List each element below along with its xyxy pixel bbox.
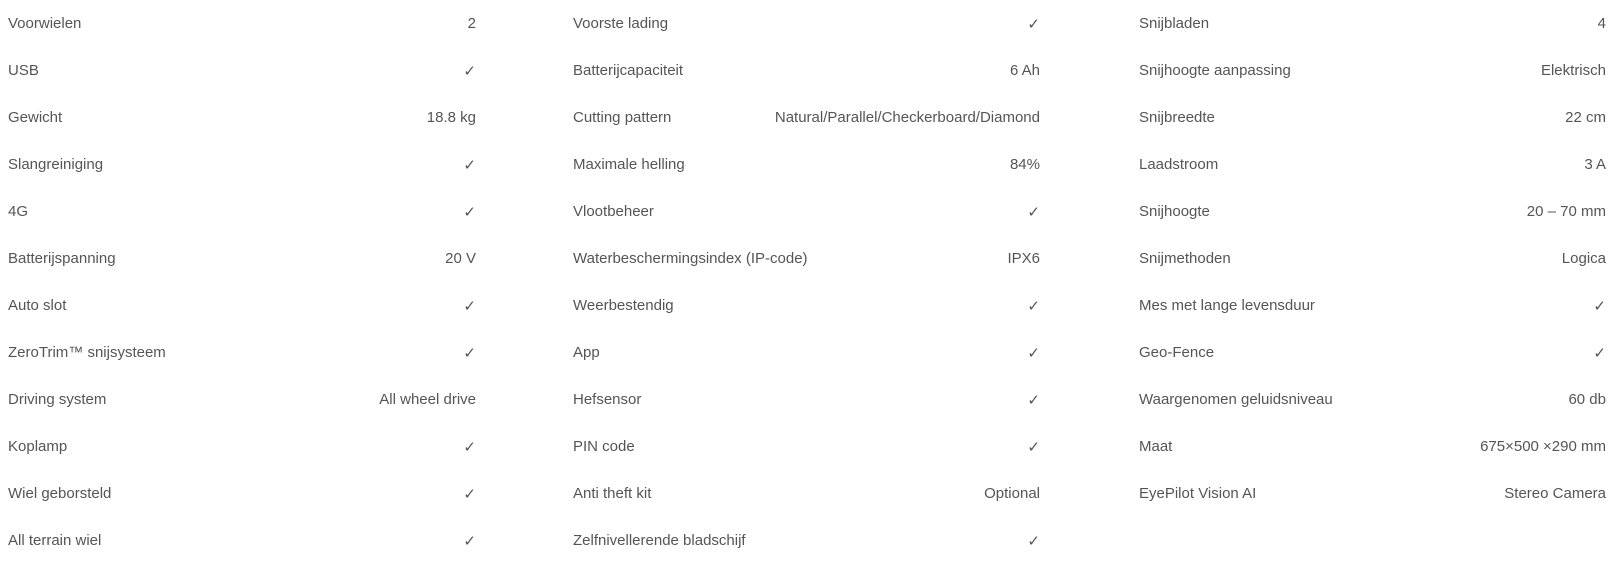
spec-row [8, 141, 476, 188]
spec-label: Maximale helling [573, 156, 685, 173]
spec-label: Maat [1139, 438, 1173, 455]
spec-row [8, 188, 476, 235]
spec-label: Wiel geborsteld [8, 485, 112, 502]
spec-label: USB [8, 62, 39, 79]
spec-value: Optional [984, 485, 1040, 502]
checkmark-icon: ✓ [463, 62, 476, 80]
spec-row [8, 0, 476, 47]
spec-value: Natural/Parallel/Checkerboard/Diamond [774, 109, 1040, 126]
spec-label: Vlootbeheer [573, 203, 654, 220]
spec-label: Mes met lange levensduur [1139, 297, 1315, 314]
checkmark-icon: ✓ [1027, 297, 1040, 315]
spec-column-1 [8, 0, 476, 564]
spec-value: 6 Ah [1009, 62, 1040, 79]
spec-label: All terrain wiel [8, 532, 102, 549]
spec-label: App [573, 344, 600, 361]
checkmark-icon: ✓ [463, 438, 476, 456]
spec-label: Laadstroom [1139, 156, 1219, 173]
checkmark-icon: ✓ [1027, 438, 1040, 456]
spec-value: 4 [1597, 15, 1606, 32]
spec-value: 22 cm [1565, 109, 1606, 126]
spec-row [573, 423, 1040, 470]
spec-row [573, 188, 1040, 235]
spec-row [8, 47, 476, 94]
spec-label: Waterbeschermingsindex (IP-code) [573, 250, 808, 267]
spec-label: Hefsensor [573, 391, 642, 408]
spec-row [573, 47, 1040, 94]
spec-value: Stereo Camera [1504, 485, 1606, 502]
spec-row [1139, 282, 1606, 329]
spec-row [1139, 376, 1606, 423]
spec-row [8, 470, 476, 517]
spec-label: Driving system [8, 391, 107, 408]
spec-row [573, 141, 1040, 188]
spec-label: ZeroTrim™ snijsysteem [8, 344, 166, 361]
spec-value: 60 db [1568, 391, 1606, 408]
spec-label: Batterijcapaciteit [573, 62, 684, 79]
spec-label: Snijbreedte [1139, 109, 1215, 126]
spec-label: EyePilot Vision AI [1139, 485, 1257, 502]
spec-label: PIN code [573, 438, 635, 455]
spec-label: Gewicht [8, 109, 63, 126]
spec-label: Snijbladen [1139, 15, 1210, 32]
spec-value: Logica [1561, 250, 1606, 267]
checkmark-icon: ✓ [463, 203, 476, 221]
checkmark-icon: ✓ [463, 344, 476, 362]
spec-row [573, 94, 1040, 141]
checkmark-icon: ✓ [463, 532, 476, 550]
spec-value: All wheel drive [379, 391, 476, 408]
checkmark-icon: ✓ [1027, 532, 1040, 550]
spec-row [8, 423, 476, 470]
checkmark-icon: ✓ [463, 156, 476, 174]
spec-row [1139, 94, 1606, 141]
spec-value: 20 V [445, 250, 476, 267]
spec-row [8, 235, 476, 282]
spec-value: 20 – 70 mm [1526, 203, 1606, 220]
checkmark-icon: ✓ [1027, 15, 1040, 33]
spec-value: IPX6 [1007, 250, 1040, 267]
spec-row [573, 0, 1040, 47]
checkmark-icon: ✓ [463, 485, 476, 503]
spec-label: Weerbestendig [573, 297, 674, 314]
spec-label: Auto slot [8, 297, 67, 314]
spec-label: Cutting pattern [573, 109, 672, 126]
checkmark-icon: ✓ [1593, 344, 1606, 362]
spec-row [573, 235, 1040, 282]
spec-row [573, 517, 1040, 564]
spec-row [1139, 141, 1606, 188]
spec-row [8, 94, 476, 141]
checkmark-icon: ✓ [1027, 344, 1040, 362]
spec-label: Snijmethoden [1139, 250, 1231, 267]
checkmark-icon: ✓ [463, 297, 476, 315]
checkmark-icon: ✓ [1593, 297, 1606, 315]
spec-label: Batterijspanning [8, 250, 116, 267]
spec-label: Geo-Fence [1139, 344, 1215, 361]
spec-label: Snijhoogte aanpassing [1139, 62, 1291, 79]
spec-row [8, 376, 476, 423]
spec-row [8, 282, 476, 329]
spec-label: Anti theft kit [573, 485, 652, 502]
spec-value: Elektrisch [1540, 62, 1606, 79]
spec-row [1139, 188, 1606, 235]
spec-value: 84% [1009, 156, 1040, 173]
spec-label: Voorste lading [573, 15, 669, 32]
spec-value: 3 A [1584, 156, 1606, 173]
spec-row [1139, 329, 1606, 376]
spec-row [1139, 0, 1606, 47]
spec-row [8, 329, 476, 376]
spec-row [1139, 235, 1606, 282]
spec-label: Koplamp [8, 438, 68, 455]
checkmark-icon: ✓ [1027, 391, 1040, 409]
spec-column-2 [573, 0, 1040, 564]
spec-row [573, 376, 1040, 423]
spec-row [8, 517, 476, 564]
spec-row [1139, 423, 1606, 470]
spec-row [1139, 47, 1606, 94]
spec-label: Snijhoogte [1139, 203, 1210, 220]
spec-row [573, 282, 1040, 329]
checkmark-icon: ✓ [1027, 203, 1040, 221]
spec-label: 4G [8, 203, 29, 220]
spec-label: Zelfnivellerende bladschijf [573, 532, 746, 549]
spec-row [573, 470, 1040, 517]
spec-label: Waargenomen geluidsniveau [1139, 391, 1333, 408]
spec-value: 18.8 kg [426, 109, 476, 126]
spec-label: Slangreiniging [8, 156, 104, 173]
spec-row [1139, 470, 1606, 517]
spec-value: 2 [467, 15, 476, 32]
spec-row [573, 329, 1040, 376]
spec-label: Voorwielen [8, 15, 82, 32]
spec-column-3 [1139, 0, 1606, 517]
spec-value: 675×500 ×290 mm [1480, 438, 1606, 455]
